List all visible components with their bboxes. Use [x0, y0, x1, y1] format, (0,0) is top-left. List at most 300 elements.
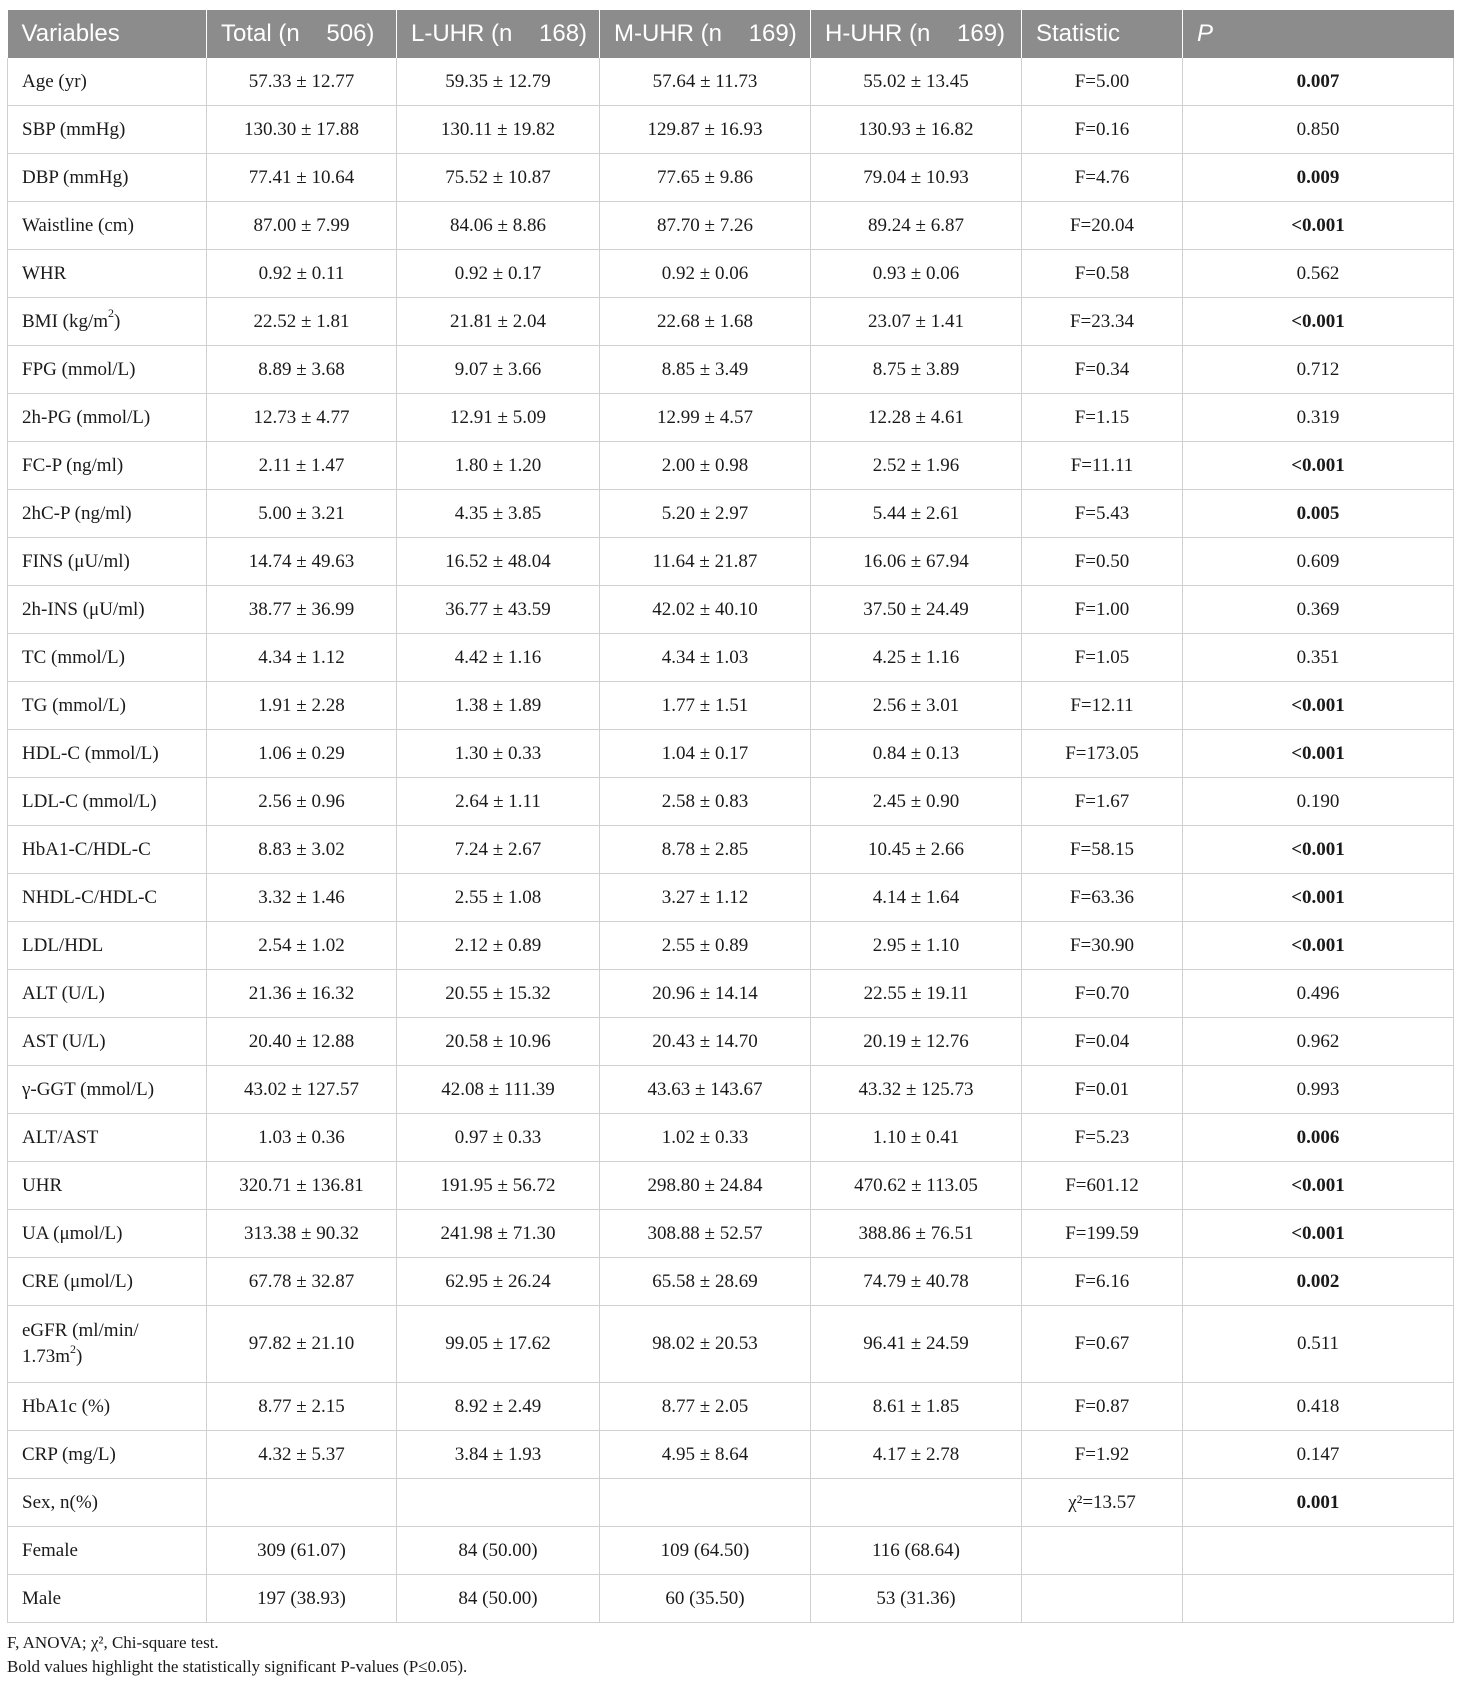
variable-text: BMI (kg/m	[22, 310, 109, 332]
variable-superscript: 2	[108, 306, 115, 321]
cell-statistic	[1022, 1527, 1183, 1575]
cell-h-uhr: 22.55 ± 19.11	[811, 970, 1022, 1018]
variable-text: NHDL-C/HDL-C	[22, 886, 158, 908]
table-row	[8, 1431, 1454, 1479]
cell-statistic: F=1.92	[1022, 1431, 1183, 1479]
cell-m-uhr: 60 (35.50)	[600, 1575, 811, 1623]
cell-p: <0.001	[1183, 826, 1454, 874]
table-row	[8, 106, 1454, 154]
cell-m-uhr: 20.96 ± 14.14	[600, 970, 811, 1018]
cell-variable	[8, 1162, 207, 1210]
table-row	[8, 1018, 1454, 1066]
cell-total: 8.77 ± 2.15	[207, 1383, 397, 1431]
cell-variable	[8, 58, 207, 106]
cell-statistic: F=0.34	[1022, 346, 1183, 394]
table-row	[8, 1162, 1454, 1210]
variable-text: HDL-C (mmol/L)	[22, 742, 159, 764]
cell-variable	[8, 634, 207, 682]
variable-text: UHR	[22, 1174, 63, 1196]
variable-text: WHR	[22, 262, 67, 284]
cell-p: 0.369	[1183, 586, 1454, 634]
cell-total: 77.41 ± 10.64	[207, 154, 397, 202]
cell-variable	[8, 250, 207, 298]
cell-m-uhr: 20.43 ± 14.70	[600, 1018, 811, 1066]
cell-l-uhr: 241.98 ± 71.30	[397, 1210, 600, 1258]
cell-total: 130.30 ± 17.88	[207, 106, 397, 154]
cell-h-uhr: 16.06 ± 67.94	[811, 538, 1022, 586]
cell-variable	[8, 730, 207, 778]
cell-total: 0.92 ± 0.11	[207, 250, 397, 298]
cell-statistic: F=0.50	[1022, 538, 1183, 586]
cell-total: 2.56 ± 0.96	[207, 778, 397, 826]
table-row	[8, 250, 1454, 298]
cell-p	[1183, 1575, 1454, 1623]
table-row	[8, 346, 1454, 394]
variable-text: LDL/HDL	[22, 934, 104, 956]
table-row	[8, 922, 1454, 970]
cell-m-uhr: 11.64 ± 21.87	[600, 538, 811, 586]
table-row	[8, 442, 1454, 490]
cell-statistic: F=1.00	[1022, 586, 1183, 634]
cell-h-uhr: 55.02 ± 13.45	[811, 58, 1022, 106]
variable-line-2-text: 1.73m	[22, 1346, 71, 1367]
cell-statistic: F=30.90	[1022, 922, 1183, 970]
cell-total: 197 (38.93)	[207, 1575, 397, 1623]
table-row	[8, 682, 1454, 730]
cell-p: 0.418	[1183, 1383, 1454, 1431]
cell-total: 313.38 ± 90.32	[207, 1210, 397, 1258]
header-variables: Variables	[8, 10, 207, 58]
cell-total: 38.77 ± 36.99	[207, 586, 397, 634]
cell-h-uhr: 4.17 ± 2.78	[811, 1431, 1022, 1479]
variable-text: FINS (μU/ml)	[22, 550, 130, 572]
cell-total: 1.03 ± 0.36	[207, 1114, 397, 1162]
table-row	[8, 874, 1454, 922]
variable-text: ALT (U/L)	[22, 982, 105, 1004]
variable-text: LDL-C (mmol/L)	[22, 790, 157, 812]
cell-h-uhr: 5.44 ± 2.61	[811, 490, 1022, 538]
cell-variable	[8, 442, 207, 490]
cell-statistic: F=0.70	[1022, 970, 1183, 1018]
cell-l-uhr: 84.06 ± 8.86	[397, 202, 600, 250]
cell-total: 14.74 ± 49.63	[207, 538, 397, 586]
cell-h-uhr: 8.75 ± 3.89	[811, 346, 1022, 394]
cell-m-uhr: 109 (64.50)	[600, 1527, 811, 1575]
cell-total: 320.71 ± 136.81	[207, 1162, 397, 1210]
variable-line-1: eGFR (ml/min/	[22, 1320, 139, 1341]
cell-variable	[8, 394, 207, 442]
table-footnotes	[7, 1631, 1453, 1679]
cell-h-uhr	[811, 1479, 1022, 1527]
cell-l-uhr: 20.58 ± 10.96	[397, 1018, 600, 1066]
cell-m-uhr: 2.55 ± 0.89	[600, 922, 811, 970]
header-statistic: Statistic	[1022, 10, 1183, 58]
table-row	[8, 970, 1454, 1018]
table-body	[8, 58, 1454, 1623]
table-row	[8, 394, 1454, 442]
cell-h-uhr: 130.93 ± 16.82	[811, 106, 1022, 154]
cell-p: 0.962	[1183, 1018, 1454, 1066]
cell-total: 309 (61.07)	[207, 1527, 397, 1575]
cell-statistic: F=1.05	[1022, 634, 1183, 682]
cell-m-uhr: 4.34 ± 1.03	[600, 634, 811, 682]
cell-total: 43.02 ± 127.57	[207, 1066, 397, 1114]
cell-m-uhr: 12.99 ± 4.57	[600, 394, 811, 442]
cell-p: 0.993	[1183, 1066, 1454, 1114]
variable-text: 2h-INS (μU/ml)	[22, 598, 145, 620]
cell-total: 87.00 ± 7.99	[207, 202, 397, 250]
cell-h-uhr: 0.84 ± 0.13	[811, 730, 1022, 778]
cell-variable	[8, 490, 207, 538]
cell-p: <0.001	[1183, 298, 1454, 346]
cell-total: 22.52 ± 1.81	[207, 298, 397, 346]
cell-m-uhr: 308.88 ± 52.57	[600, 1210, 811, 1258]
cell-total: 67.78 ± 32.87	[207, 1258, 397, 1306]
cell-total: 8.83 ± 3.02	[207, 826, 397, 874]
cell-h-uhr: 12.28 ± 4.61	[811, 394, 1022, 442]
table-row	[8, 1066, 1454, 1114]
cell-p: 0.005	[1183, 490, 1454, 538]
cell-p: <0.001	[1183, 1162, 1454, 1210]
cell-total: 20.40 ± 12.88	[207, 1018, 397, 1066]
cell-h-uhr: 0.93 ± 0.06	[811, 250, 1022, 298]
cell-variable	[8, 154, 207, 202]
cell-total: 2.54 ± 1.02	[207, 922, 397, 970]
cell-h-uhr: 8.61 ± 1.85	[811, 1383, 1022, 1431]
variable-text: SBP (mmHg)	[22, 118, 126, 140]
cell-m-uhr: 87.70 ± 7.26	[600, 202, 811, 250]
cell-p: 0.190	[1183, 778, 1454, 826]
cell-variable	[8, 202, 207, 250]
cell-statistic: F=0.67	[1022, 1306, 1183, 1383]
cell-statistic: F=0.58	[1022, 250, 1183, 298]
header-m-uhr: M-UHR (n 169)	[600, 10, 811, 58]
cell-h-uhr: 74.79 ± 40.78	[811, 1258, 1022, 1306]
cell-l-uhr: 20.55 ± 15.32	[397, 970, 600, 1018]
cell-statistic: F=5.00	[1022, 58, 1183, 106]
table-row	[8, 1114, 1454, 1162]
cell-h-uhr: 96.41 ± 24.59	[811, 1306, 1022, 1383]
variable-text: FPG (mmol/L)	[22, 358, 136, 380]
variable-text: Female	[22, 1539, 78, 1561]
variable-text: CRP (mg/L)	[22, 1443, 116, 1465]
table-header	[8, 10, 1454, 58]
table-row	[8, 1527, 1454, 1575]
cell-p: 0.609	[1183, 538, 1454, 586]
document-sheet	[7, 10, 1453, 1679]
cell-p: 0.511	[1183, 1306, 1454, 1383]
header-h-uhr: H-UHR (n 169)	[811, 10, 1022, 58]
cell-p: 0.351	[1183, 634, 1454, 682]
cell-total	[207, 1479, 397, 1527]
cell-l-uhr: 8.92 ± 2.49	[397, 1383, 600, 1431]
variable-text: 2h-PG (mmol/L)	[22, 406, 151, 428]
cell-p: 0.319	[1183, 394, 1454, 442]
cell-l-uhr	[397, 1479, 600, 1527]
cell-m-uhr: 43.63 ± 143.67	[600, 1066, 811, 1114]
cell-m-uhr: 1.77 ± 1.51	[600, 682, 811, 730]
cell-h-uhr: 2.95 ± 1.10	[811, 922, 1022, 970]
cell-p: 0.712	[1183, 346, 1454, 394]
cell-l-uhr: 21.81 ± 2.04	[397, 298, 600, 346]
cell-m-uhr: 57.64 ± 11.73	[600, 58, 811, 106]
cell-total: 57.33 ± 12.77	[207, 58, 397, 106]
cell-variable	[8, 1114, 207, 1162]
cell-variable	[8, 1383, 207, 1431]
variable-text: UA (μmol/L)	[22, 1222, 123, 1244]
cell-statistic: F=11.11	[1022, 442, 1183, 490]
cell-statistic: F=20.04	[1022, 202, 1183, 250]
table-row	[8, 634, 1454, 682]
cell-h-uhr: 470.62 ± 113.05	[811, 1162, 1022, 1210]
variable-text: Sex, n(%)	[22, 1491, 98, 1513]
cell-p: 0.496	[1183, 970, 1454, 1018]
table-row	[8, 202, 1454, 250]
cell-variable	[8, 1210, 207, 1258]
table-row	[8, 490, 1454, 538]
cell-statistic: F=199.59	[1022, 1210, 1183, 1258]
cell-total: 1.06 ± 0.29	[207, 730, 397, 778]
cell-statistic: F=4.76	[1022, 154, 1183, 202]
cell-l-uhr: 84 (50.00)	[397, 1575, 600, 1623]
cell-m-uhr: 0.92 ± 0.06	[600, 250, 811, 298]
cell-total: 1.91 ± 2.28	[207, 682, 397, 730]
cell-variable	[8, 1527, 207, 1575]
cell-l-uhr: 36.77 ± 43.59	[397, 586, 600, 634]
cell-variable	[8, 106, 207, 154]
cell-m-uhr: 298.80 ± 24.84	[600, 1162, 811, 1210]
table-row	[8, 1306, 1454, 1383]
cell-variable	[8, 1575, 207, 1623]
cell-p: <0.001	[1183, 730, 1454, 778]
cell-statistic: F=601.12	[1022, 1162, 1183, 1210]
cell-variable	[8, 778, 207, 826]
cell-variable	[8, 922, 207, 970]
cell-m-uhr: 2.58 ± 0.83	[600, 778, 811, 826]
cell-h-uhr: 388.86 ± 76.51	[811, 1210, 1022, 1258]
table-row	[8, 1479, 1454, 1527]
cell-statistic: χ²=13.57	[1022, 1479, 1183, 1527]
variable-text: FC-P (ng/ml)	[22, 454, 124, 476]
cell-h-uhr: 89.24 ± 6.87	[811, 202, 1022, 250]
table-row	[8, 778, 1454, 826]
variable-superscript: 2	[70, 1341, 77, 1356]
cell-h-uhr: 79.04 ± 10.93	[811, 154, 1022, 202]
footnote-abbreviations: F, ANOVA; χ², Chi-square test.	[7, 1633, 219, 1652]
cell-h-uhr: 53 (31.36)	[811, 1575, 1022, 1623]
cell-m-uhr: 3.27 ± 1.12	[600, 874, 811, 922]
variable-text: TC (mmol/L)	[22, 646, 125, 668]
cell-variable	[8, 298, 207, 346]
cell-p: <0.001	[1183, 874, 1454, 922]
variable-text: AST (U/L)	[22, 1030, 106, 1052]
cell-total: 2.11 ± 1.47	[207, 442, 397, 490]
cell-h-uhr: 4.14 ± 1.64	[811, 874, 1022, 922]
cell-l-uhr: 1.30 ± 0.33	[397, 730, 600, 778]
cell-l-uhr: 7.24 ± 2.67	[397, 826, 600, 874]
cell-m-uhr: 42.02 ± 40.10	[600, 586, 811, 634]
table-row	[8, 298, 1454, 346]
cell-p: 0.147	[1183, 1431, 1454, 1479]
cell-h-uhr: 37.50 ± 24.49	[811, 586, 1022, 634]
cell-h-uhr: 43.32 ± 125.73	[811, 1066, 1022, 1114]
cell-l-uhr: 75.52 ± 10.87	[397, 154, 600, 202]
table-row	[8, 826, 1454, 874]
cell-l-uhr: 12.91 ± 5.09	[397, 394, 600, 442]
header-total: Total (n 506)	[207, 10, 397, 58]
variable-text: HbA1-C/HDL-C	[22, 838, 151, 860]
cell-total: 4.34 ± 1.12	[207, 634, 397, 682]
cell-statistic: F=0.04	[1022, 1018, 1183, 1066]
cell-l-uhr: 4.42 ± 1.16	[397, 634, 600, 682]
cell-l-uhr: 9.07 ± 3.66	[397, 346, 600, 394]
cell-variable	[8, 346, 207, 394]
header-row	[8, 10, 1454, 58]
cell-p: 0.001	[1183, 1479, 1454, 1527]
cell-m-uhr: 5.20 ± 2.97	[600, 490, 811, 538]
variable-line-2	[22, 1341, 202, 1370]
cell-total: 97.82 ± 21.10	[207, 1306, 397, 1383]
cell-m-uhr: 1.04 ± 0.17	[600, 730, 811, 778]
cell-h-uhr: 2.56 ± 3.01	[811, 682, 1022, 730]
cell-statistic: F=173.05	[1022, 730, 1183, 778]
cell-l-uhr: 191.95 ± 56.72	[397, 1162, 600, 1210]
cell-statistic: F=58.15	[1022, 826, 1183, 874]
cell-l-uhr: 3.84 ± 1.93	[397, 1431, 600, 1479]
cell-variable	[8, 1258, 207, 1306]
cell-statistic: F=1.15	[1022, 394, 1183, 442]
cell-p: <0.001	[1183, 682, 1454, 730]
cell-m-uhr: 22.68 ± 1.68	[600, 298, 811, 346]
cell-total: 21.36 ± 16.32	[207, 970, 397, 1018]
cell-p: <0.001	[1183, 1210, 1454, 1258]
cell-variable	[8, 1066, 207, 1114]
variable-text: Age (yr)	[22, 70, 87, 92]
cell-l-uhr: 62.95 ± 26.24	[397, 1258, 600, 1306]
cell-m-uhr: 98.02 ± 20.53	[600, 1306, 811, 1383]
variable-text: 2hC-P (ng/ml)	[22, 502, 132, 524]
cell-statistic: F=0.16	[1022, 106, 1183, 154]
cell-l-uhr: 99.05 ± 17.62	[397, 1306, 600, 1383]
variable-text: γ-GGT (mmol/L)	[22, 1078, 155, 1100]
cell-l-uhr: 16.52 ± 48.04	[397, 538, 600, 586]
variable-text: TG (mmol/L)	[22, 694, 126, 716]
cell-h-uhr: 20.19 ± 12.76	[811, 1018, 1022, 1066]
variable-text: CRE (μmol/L)	[22, 1270, 133, 1292]
variable-text: DBP (mmHg)	[22, 166, 129, 188]
table-row	[8, 154, 1454, 202]
cell-h-uhr: 23.07 ± 1.41	[811, 298, 1022, 346]
table-row	[8, 586, 1454, 634]
table-row	[8, 538, 1454, 586]
cell-l-uhr: 2.55 ± 1.08	[397, 874, 600, 922]
cell-m-uhr: 8.78 ± 2.85	[600, 826, 811, 874]
cell-l-uhr: 2.12 ± 0.89	[397, 922, 600, 970]
data-table	[7, 10, 1454, 1623]
cell-m-uhr: 2.00 ± 0.98	[600, 442, 811, 490]
cell-l-uhr: 0.92 ± 0.17	[397, 250, 600, 298]
cell-h-uhr: 2.45 ± 0.90	[811, 778, 1022, 826]
cell-p: 0.562	[1183, 250, 1454, 298]
cell-variable	[8, 682, 207, 730]
cell-statistic: F=5.23	[1022, 1114, 1183, 1162]
cell-m-uhr: 1.02 ± 0.33	[600, 1114, 811, 1162]
variable-tail: )	[76, 1346, 83, 1367]
cell-l-uhr: 42.08 ± 111.39	[397, 1066, 600, 1114]
cell-variable	[8, 1479, 207, 1527]
cell-h-uhr: 4.25 ± 1.16	[811, 634, 1022, 682]
variable-text: HbA1c (%)	[22, 1395, 111, 1417]
cell-l-uhr: 2.64 ± 1.11	[397, 778, 600, 826]
variable-text: ALT/AST	[22, 1126, 99, 1148]
cell-variable	[8, 1018, 207, 1066]
cell-variable	[8, 1306, 207, 1383]
cell-p: 0.006	[1183, 1114, 1454, 1162]
cell-total: 5.00 ± 3.21	[207, 490, 397, 538]
cell-statistic: F=0.01	[1022, 1066, 1183, 1114]
cell-variable	[8, 1431, 207, 1479]
cell-l-uhr: 130.11 ± 19.82	[397, 106, 600, 154]
cell-m-uhr: 8.77 ± 2.05	[600, 1383, 811, 1431]
cell-l-uhr: 59.35 ± 12.79	[397, 58, 600, 106]
cell-variable	[8, 970, 207, 1018]
cell-variable	[8, 586, 207, 634]
table-row	[8, 1210, 1454, 1258]
variable-text: Male	[22, 1587, 62, 1609]
cell-p: <0.001	[1183, 442, 1454, 490]
cell-l-uhr: 1.38 ± 1.89	[397, 682, 600, 730]
cell-statistic: F=5.43	[1022, 490, 1183, 538]
cell-h-uhr: 1.10 ± 0.41	[811, 1114, 1022, 1162]
cell-statistic: F=1.67	[1022, 778, 1183, 826]
cell-p: <0.001	[1183, 922, 1454, 970]
cell-m-uhr: 77.65 ± 9.86	[600, 154, 811, 202]
header-l-uhr: L-UHR (n 168)	[397, 10, 600, 58]
cell-total: 4.32 ± 5.37	[207, 1431, 397, 1479]
cell-m-uhr: 65.58 ± 28.69	[600, 1258, 811, 1306]
cell-h-uhr: 116 (68.64)	[811, 1527, 1022, 1575]
cell-l-uhr: 1.80 ± 1.20	[397, 442, 600, 490]
cell-statistic	[1022, 1575, 1183, 1623]
cell-m-uhr	[600, 1479, 811, 1527]
cell-l-uhr: 84 (50.00)	[397, 1527, 600, 1575]
cell-m-uhr: 129.87 ± 16.93	[600, 106, 811, 154]
cell-total: 3.32 ± 1.46	[207, 874, 397, 922]
cell-p: 0.850	[1183, 106, 1454, 154]
table-row	[8, 1383, 1454, 1431]
footnote-bold-note: Bold values highlight the statistically significant P-values (P≤0.05).	[7, 1657, 468, 1676]
table-row	[8, 1258, 1454, 1306]
table-row	[8, 730, 1454, 778]
cell-l-uhr: 4.35 ± 3.85	[397, 490, 600, 538]
cell-statistic: F=0.87	[1022, 1383, 1183, 1431]
cell-statistic: F=63.36	[1022, 874, 1183, 922]
cell-m-uhr: 8.85 ± 3.49	[600, 346, 811, 394]
cell-total: 12.73 ± 4.77	[207, 394, 397, 442]
cell-l-uhr: 0.97 ± 0.33	[397, 1114, 600, 1162]
variable-tail: )	[114, 310, 121, 332]
table-row	[8, 58, 1454, 106]
cell-statistic: F=23.34	[1022, 298, 1183, 346]
cell-h-uhr: 10.45 ± 2.66	[811, 826, 1022, 874]
cell-variable	[8, 538, 207, 586]
table-row	[8, 1575, 1454, 1623]
cell-p: 0.007	[1183, 58, 1454, 106]
cell-p: 0.002	[1183, 1258, 1454, 1306]
cell-variable	[8, 826, 207, 874]
cell-statistic: F=6.16	[1022, 1258, 1183, 1306]
header-p: P	[1183, 10, 1454, 58]
